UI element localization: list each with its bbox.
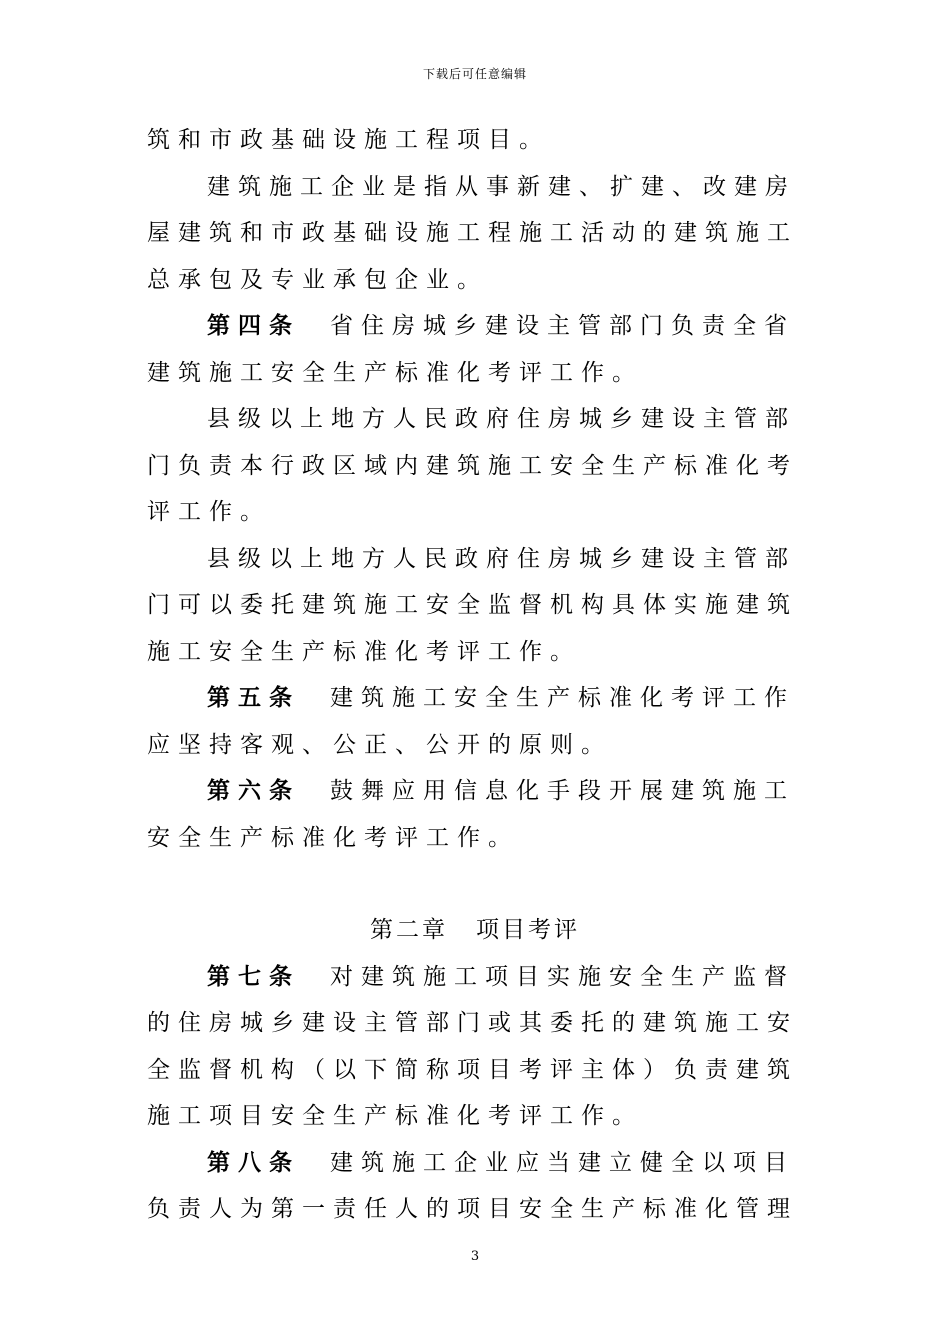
article-label: 第四条 [207, 313, 300, 339]
article-text: 对建筑施工项目实施安全生产监督 [330, 963, 795, 990]
text-line: 施工安全生产标准化考评工作。 [147, 638, 581, 665]
article-4-line [147, 303, 803, 350]
text-line: 总承包及专业承包企业。 [147, 266, 488, 293]
text-line: 负责人为第一责任人的项目安全生产标准化管理 [147, 1196, 798, 1222]
text-line: 建筑施工安全生产标准化考评工作。 [147, 359, 643, 386]
text-line: 全监督机构（以下简称项目考评主体）负责建筑 [147, 1056, 798, 1083]
chapter-title: 项目考评 [476, 917, 580, 943]
text-line: 安全生产标准化考评工作。 [147, 824, 519, 851]
text-line: 门负责本行政区域内建筑施工安全生产标准化考 [147, 452, 798, 479]
article-text: 鼓舞应用信息化手段开展建筑施工 [330, 778, 795, 804]
article-text: 建筑施工安全生产标准化考评工作 [330, 685, 795, 711]
article-label: 第八条 [207, 1149, 300, 1176]
article-7-line [147, 954, 803, 1001]
text-line: 的住房城乡建设主管部门或其委托的建筑施工安 [147, 1010, 798, 1036]
article-8-line [147, 1140, 803, 1187]
page-header: 下载后可任意编辑 [422, 67, 527, 81]
document-body [147, 117, 803, 1233]
chapter-number: 第二章 [370, 917, 448, 943]
article-text: 建筑施工企业应当建立健全以项目 [330, 1149, 795, 1176]
article-5-line [147, 675, 803, 722]
article-label: 第六条 [207, 778, 300, 804]
article-text: 省住房城乡建设主管部门负责全省 [330, 313, 795, 339]
text-line: 门可以委托建筑施工安全监督机构具体实施建筑 [147, 592, 798, 618]
text-line: 县级以上地方人民政府住房城乡建设主管部 [207, 545, 796, 572]
chapter-heading [147, 907, 803, 954]
text-line: 建筑施工企业是指从事新建、扩建、改建房 [207, 173, 796, 200]
text-line: 屋建筑和市政基础设施工程施工活动的建筑施工 [147, 220, 798, 246]
text-line: 筑和市政基础设施工程项目。 [147, 127, 550, 153]
text-line: 县级以上地方人民政府住房城乡建设主管部 [207, 406, 796, 432]
text-line: 施工项目安全生产标准化考评工作。 [147, 1103, 643, 1129]
article-6-line [147, 768, 803, 815]
text-line: 评工作。 [147, 499, 271, 525]
text-line: 应坚持客观、公正、公开的原则。 [147, 731, 612, 758]
page-number: 3 [470, 1249, 480, 1264]
article-label: 第七条 [207, 963, 300, 990]
article-label: 第五条 [207, 685, 300, 711]
